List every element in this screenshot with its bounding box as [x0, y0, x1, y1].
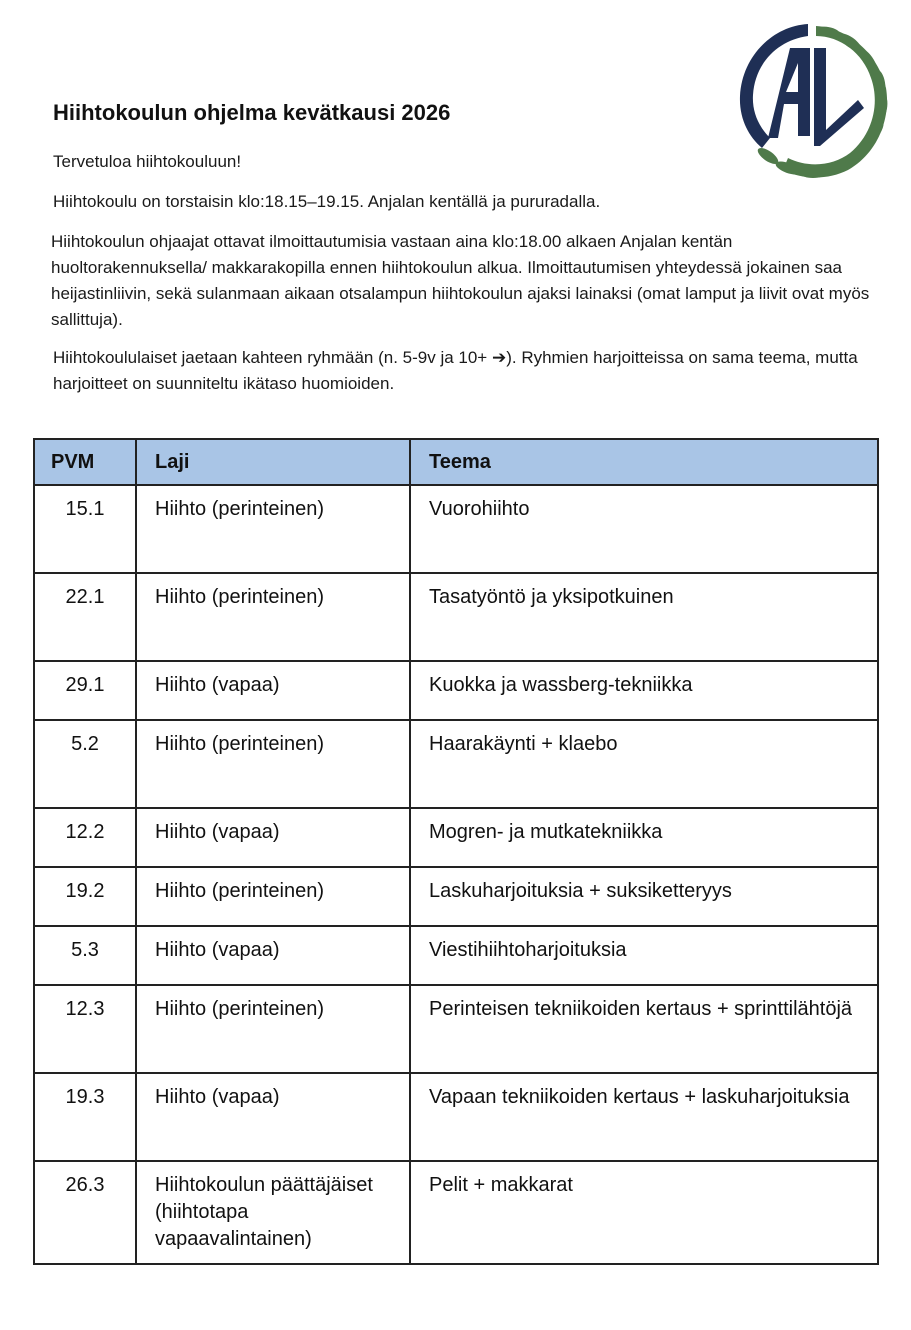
cell-pvm: 19.2 — [34, 867, 136, 926]
cell-pvm: 29.1 — [34, 661, 136, 720]
cell-laji: Hiihto (perinteinen) — [136, 573, 410, 661]
cell-pvm: 22.1 — [34, 573, 136, 661]
registration-text: Hiihtokoulun ohjaajat ottavat ilmoittautumisia vastaan aina klo:18.00 alkaen Anjalan kentän huoltorakennuksella/ makkarakopilla ennen hiihtokoulun alkua. Ilmoittautumisen yhteydessä jokainen saa heijastinliivin, sekä sulanmaan aikaan otsalampun hiihtokoulun ajaksi lainaksi (omat lamput ja liivit ovat myös sallittuja). — [51, 232, 870, 329]
cell-laji: Hiihto (perinteinen) — [136, 720, 410, 808]
club-logo — [728, 18, 894, 184]
table-row — [34, 926, 878, 985]
cell-pvm: 19.3 — [34, 1073, 136, 1161]
table-row — [34, 573, 878, 661]
cell-laji: Hiihto (perinteinen) — [136, 485, 410, 573]
table-row — [34, 661, 878, 720]
column-header-teema: Teema — [410, 439, 878, 485]
al-wreath-logo-icon — [728, 18, 894, 184]
table-row — [34, 485, 878, 573]
cell-teema: Vapaan tekniikoiden kertaus + laskuharjoituksia — [410, 1073, 878, 1161]
cell-teema: Haarakäynti + klaebo — [410, 720, 878, 808]
cell-pvm: 5.2 — [34, 720, 136, 808]
table-row — [34, 808, 878, 867]
cell-pvm: 26.3 — [34, 1161, 136, 1264]
table-header-row — [34, 439, 878, 485]
cell-teema: Kuokka ja wassberg-tekniikka — [410, 661, 878, 720]
cell-pvm: 15.1 — [34, 485, 136, 573]
cell-teema: Perinteisen tekniikoiden kertaus + sprinttilähtöjä — [410, 985, 878, 1073]
cell-teema: Laskuharjoituksia + suksiketteryys — [410, 867, 878, 926]
table-row — [34, 1161, 878, 1264]
table-row — [34, 1073, 878, 1161]
cell-laji: Hiihto (vapaa) — [136, 1073, 410, 1161]
cell-laji: Hiihto (vapaa) — [136, 661, 410, 720]
cell-laji: Hiihto (vapaa) — [136, 808, 410, 867]
table-row — [34, 720, 878, 808]
column-header-pvm: PVM — [34, 439, 136, 485]
table-row — [34, 985, 878, 1073]
cell-laji: Hiihtokoulun päättäjäiset (hiihtotapa vapaavalintainen) — [136, 1161, 410, 1264]
cell-laji: Hiihto (perinteinen) — [136, 985, 410, 1073]
cell-pvm: 5.3 — [34, 926, 136, 985]
welcome-text: Tervetuloa hiihtokouluun! — [53, 152, 242, 171]
column-header-laji: Laji — [136, 439, 410, 485]
table-row — [34, 867, 878, 926]
cell-pvm: 12.2 — [34, 808, 136, 867]
schedule-table — [33, 438, 879, 1265]
cell-teema: Pelit + makkarat — [410, 1161, 878, 1264]
cell-teema: Mogren- ja mutkatekniikka — [410, 808, 878, 867]
cell-teema: Tasatyöntö ja yksipotkuinen — [410, 573, 878, 661]
cell-teema: Vuorohiihto — [410, 485, 878, 573]
page-title: Hiihtokoulun ohjelma kevätkausi 2026 — [53, 100, 451, 125]
cell-teema: Viestihiihtoharjoituksia — [410, 926, 878, 985]
cell-laji: Hiihto (vapaa) — [136, 926, 410, 985]
cell-laji: Hiihto (perinteinen) — [136, 867, 410, 926]
cell-pvm: 12.3 — [34, 985, 136, 1073]
groups-text: Hiihtokoululaiset jaetaan kahteen ryhmään (n. 5-9v ja 10+ ➔). Ryhmien harjoitteissa on sama teema, mutta harjoitteet on suunniteltu ikätaso huomioiden. — [53, 348, 858, 393]
schedule-text: Hiihtokoulu on torstaisin klo:18.15–19.15. Anjalan kentällä ja pururadalla. — [53, 192, 601, 211]
